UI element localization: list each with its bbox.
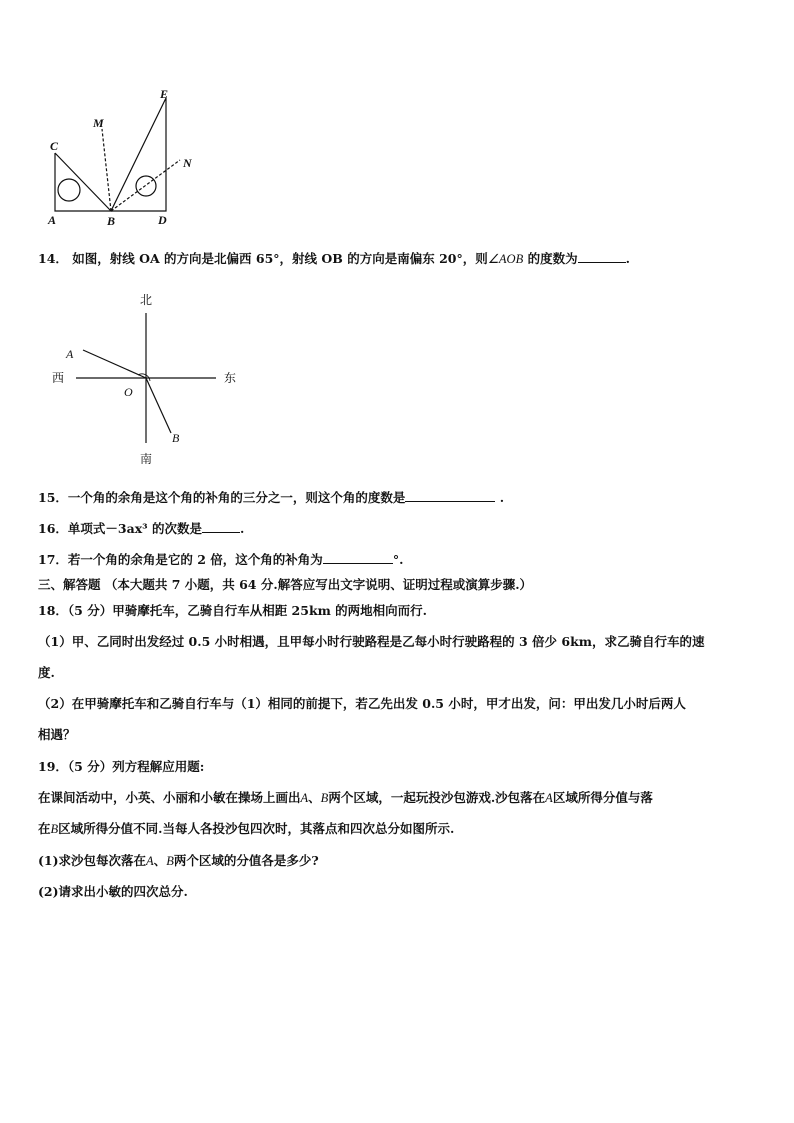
q19-l1-sep: 、 [308,790,321,805]
q19-l1-a: 在课间活动中，小英、小丽和小敏在操场上画出 [38,790,301,805]
q14-end: . [625,251,630,266]
q17-answer-blank[interactable] [323,551,393,564]
label-south: 南 [140,452,153,466]
label-b: B [107,214,116,228]
q19-l1-c: 区域所得分值与落 [552,790,653,805]
label-north: 北 [140,293,153,307]
q15-answer-blank[interactable] [405,489,495,502]
label-a: A [48,213,57,227]
q14-angle: ∠AOB [487,252,524,266]
question-18-title: 18．（5 分）甲骑摩托车，乙骑自行车从相距 25km 的两地相向而行. [38,603,428,618]
label-n: N [183,156,192,170]
label-e: E [160,87,169,101]
q19-s1-region-a: A [146,854,154,868]
ray-ob [146,378,171,433]
q19-region-a: A [300,791,309,805]
q19-region-b-2: B [50,822,59,836]
q19-l2-b: 区域所得分值不同.当每人各投沙包四次时，其落点和四次总分如图所示. [58,821,455,836]
q17-end: °. [392,552,404,567]
q16-end: . [239,521,245,536]
triangles-figure [40,85,210,230]
q19-s1-b: 两个区域的分值各是多少? [173,853,319,868]
ray-bn [111,160,180,211]
question-19-line1 [38,789,653,807]
label-b-point: B [172,431,180,445]
question-16 [38,520,244,538]
question-15 [38,489,504,507]
question-18-part2-line2: 相遇？ [38,727,76,742]
q19-region-a-2: A [545,791,553,805]
question-18-part1-line1: （1）甲、乙同时出发经过 0.5 小时相遇，且甲每小时行驶路程是乙每小时行驶路程的 3 倍少 6km，求乙骑自行车的速 [38,634,705,649]
question-17 [38,551,403,569]
label-east: 东 [224,371,237,385]
triangle-abc [55,153,111,211]
label-west: 西 [52,371,65,385]
q19-l2-a: 在 [38,821,51,836]
question-19-title: 19．（5 分）列方程解应用题: [38,759,205,774]
question-18-part1-line2: 度. [38,665,55,680]
ray-bm [102,129,111,211]
label-o-point: O [124,385,133,399]
q14-number: 14． [38,251,68,266]
ray-oa [83,350,146,378]
q15-text: 15．一个角的余角是这个角的补角的三分之一，则这个角的度数是 [38,490,406,505]
q16-answer-blank[interactable] [202,520,240,533]
label-c: C [50,139,59,153]
section-3-heading: 三、解答题 （本大题共 7 小题，共 64 分.解答应写出文字说明、证明过程或演算步骤.） [38,577,533,592]
label-a-point: A [66,347,74,361]
q19-s1-region-b: B [166,854,174,868]
triangle-hole-left [58,179,80,201]
question-19-sub2: (2)请求出小敏的四次总分. [38,884,188,899]
triangle-bde [111,98,166,211]
q14-text-a: 如图，射线 OA 的方向是北偏西 65°，射线 OB 的方向是南偏东 20°，则 [72,251,488,266]
q19-s1-a: (1)求沙包每次落在 [38,853,147,868]
q19-region-b: B [320,791,329,805]
question-18-part2-line1: （2）在甲骑摩托车和乙骑自行车与（1）相同的前提下，若乙先出发 0.5 小时，甲才出发，问：甲出发几小时后两人 [38,696,686,711]
label-d: D [158,213,167,227]
q19-l1-b: 两个区域，一起玩投沙包游戏.沙包落在 [328,790,546,805]
label-m: M [93,116,104,130]
q14-answer-blank[interactable] [578,250,626,263]
question-19-line2 [38,820,454,838]
compass-figure [48,288,248,468]
q16-text: 16．单项式－3ax³ 的次数是 [38,521,202,536]
q15-end: . [495,490,505,505]
triangle-hole-right [136,176,156,196]
question-14 [38,250,630,268]
q19-s1-sep: 、 [153,853,167,868]
question-19-sub1 [38,852,319,870]
q14-text-b: 的度数为 [523,251,578,266]
q17-text: 17．若一个角的余角是它的 2 倍，这个角的补角为 [38,552,323,567]
